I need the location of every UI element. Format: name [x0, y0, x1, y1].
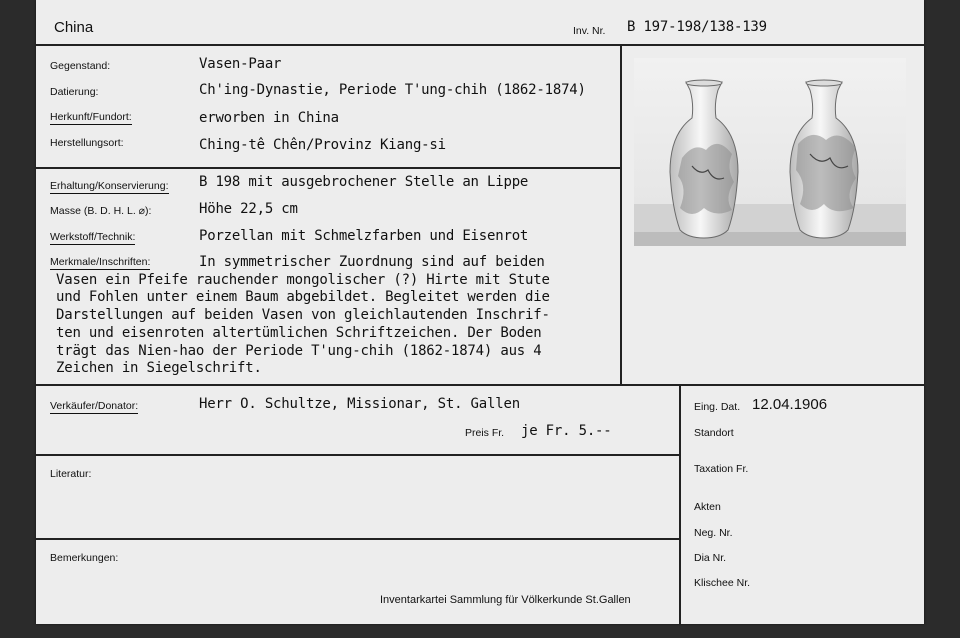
divider [36, 167, 620, 169]
merkmale-line: trägt das Nien-hao der Periode T'ung-chih (1862-1874) aus 4 [56, 342, 542, 359]
herkunft-value: erworben in China [199, 110, 339, 126]
preis-value: je Fr. 5.-- [521, 423, 612, 439]
literatur-label: Literatur: [50, 468, 92, 480]
vases-photo [634, 58, 906, 246]
taxation-label: Taxation Fr. [694, 463, 749, 475]
divider [36, 384, 924, 386]
divider [36, 44, 924, 46]
vase-left [670, 80, 738, 238]
inventory-card [36, 0, 924, 624]
werkstoff-value: Porzellan mit Schmelzfarben und Eisenrot [199, 228, 529, 244]
gegenstand-value: Vasen-Paar [199, 56, 282, 72]
merkmale-line: Zeichen in Siegelschrift. [56, 360, 262, 377]
werkstoff-label: Werkstoff/Technik: [50, 231, 136, 243]
verkaeufer-label: Verkäufer/Donator: [50, 400, 139, 412]
verkaeufer-value: Herr O. Schultze, Missionar, St. Gallen [199, 396, 520, 412]
datierung-value: Ch'ing-Dynastie, Periode T'ung-chih (1862-1874) [199, 82, 586, 98]
dia-nr-label: Dia Nr. [694, 552, 727, 564]
merkmale-line: und Fohlen unter einem Baum abgebildet. Begleitet werden die [56, 289, 550, 306]
erhaltung-label: Erhaltung/Konservierung: [50, 180, 169, 192]
datierung-label: Datierung: [50, 86, 99, 98]
herstellungsort-value: Ching-tê Chên/Provinz Kiang-si [199, 137, 446, 153]
erhaltung-value: B 198 mit ausgebrochener Stelle an Lippe [199, 174, 529, 190]
eing-dat-label: Eing. Dat. [694, 401, 741, 413]
merkmale-line: ten und eisenroten altertümlichen Schriftzeichen. Der Boden [56, 324, 542, 341]
standort-label: Standort [694, 427, 734, 439]
vase-right [790, 80, 858, 238]
klischee-nr-label: Klischee Nr. [694, 577, 751, 589]
divider [36, 454, 679, 456]
footer-institution: Inventarkartei Sammlung für Völkerkunde St.Gallen [380, 594, 631, 606]
eing-dat-value: 12.04.1906 [752, 396, 828, 413]
inv-nr-value: B 197-198/138-139 [627, 19, 767, 35]
merkmale-line: Vasen ein Pfeife rauchender mongolischer (?) Hirte mit Stute [56, 271, 550, 288]
akten-label: Akten [694, 501, 721, 513]
inv-nr-label: Inv. Nr. [573, 25, 606, 37]
neg-nr-label: Neg. Nr. [694, 527, 733, 539]
masse-label: Masse (B. D. H. L. ⌀): [50, 205, 152, 217]
vases-illustration [634, 58, 906, 246]
bemerkungen-label: Bemerkungen: [50, 552, 119, 564]
masse-value: Höhe 22,5 cm [199, 201, 298, 217]
merkmale-line: In symmetrischer Zuordnung sind auf beiden [199, 254, 545, 270]
merkmale-label: Merkmale/Inschriften: [50, 256, 151, 268]
preis-label: Preis Fr. [465, 427, 505, 439]
divider [679, 384, 681, 624]
divider [36, 538, 679, 540]
merkmale-line: Darstellungen auf beiden Vasen von gleichlautenden Inschrif- [56, 307, 550, 324]
herstellungsort-label: Herstellungsort: [50, 137, 124, 149]
country-label: China [54, 19, 94, 36]
gegenstand-label: Gegenstand: [50, 60, 111, 72]
merkmale-description [56, 254, 626, 378]
herkunft-label: Herkunft/Fundort: [50, 111, 132, 123]
